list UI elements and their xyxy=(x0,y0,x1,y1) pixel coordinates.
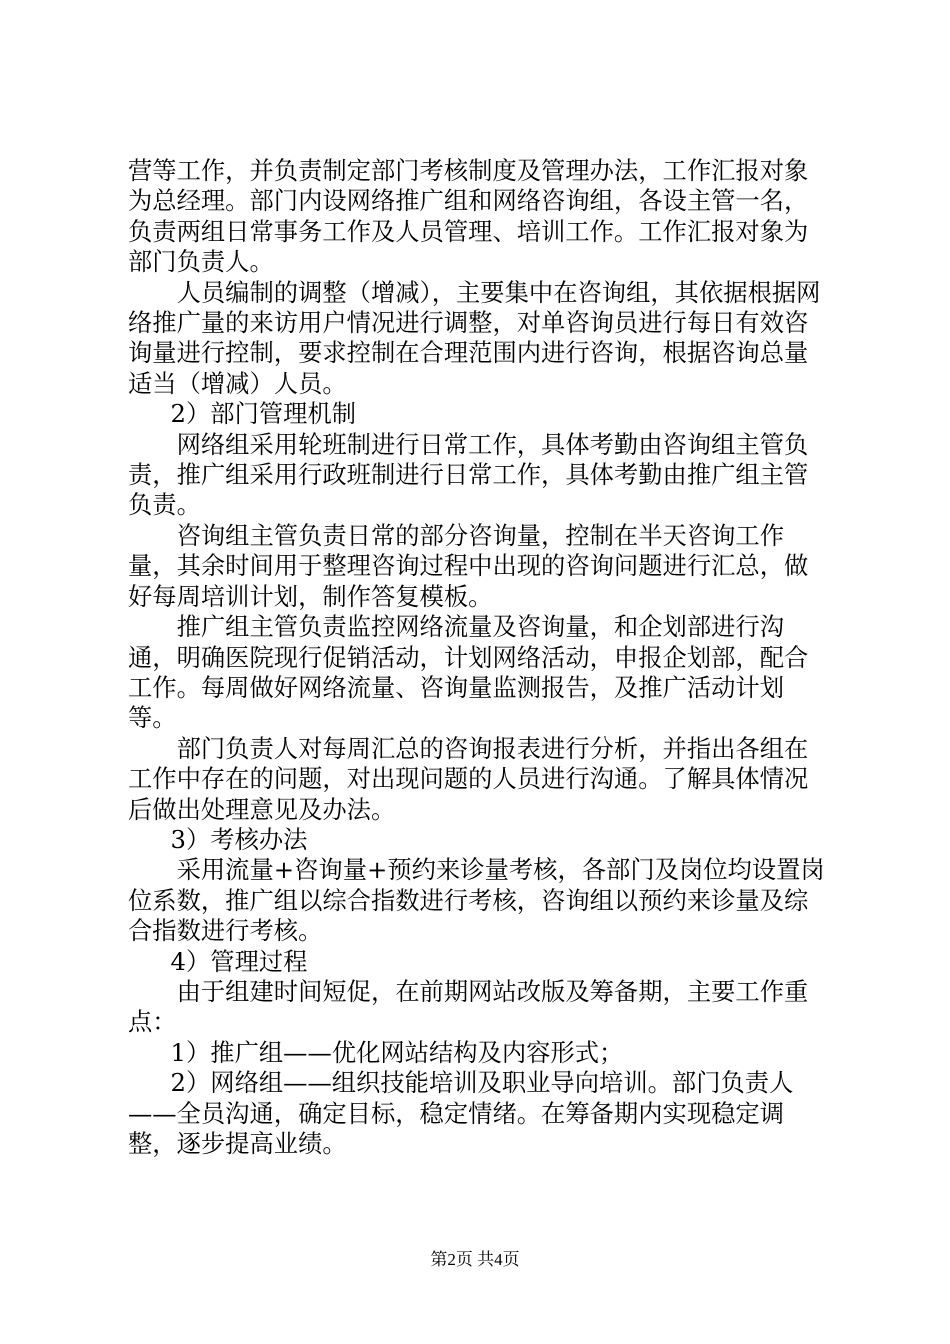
page-footer: 第2页 共4页 xyxy=(430,1250,520,1269)
paragraph-5: 咨询组主管负责日常的部分咨询量，控制在半天咨询工作量，其余时间用于整理咨询过程中出现的咨询问题进行汇总，做好每周培训计划，制作答复模板。 xyxy=(128,520,809,611)
section-heading-assessment: 3）考核办法 xyxy=(170,824,308,854)
paragraph-2: 人员编制的调整（增减），主要集中在咨询组，其依据根据网络推广量的来访用户情况进行调整，对单咨询员进行每日有效咨询量进行控制，要求控制在合理范围内进行咨询，根据咨询总量适当（增减）人员。 xyxy=(128,277,821,398)
list-item-1: 1）推广组——优化网站结构及内容形式； xyxy=(170,1037,624,1067)
list-item-2: 2）网络组——组织技能培训及职业导向培训。部门负责人——全员沟通，确定目标，稳定情绪。在筹备期内实现稳定调整，逐步提高业绩。 xyxy=(128,1068,794,1158)
section-heading-management-mechanism: 2）部门管理机制 xyxy=(170,399,357,429)
paragraph-11: 由于组建时间短促，在前期网站改版及筹备期，主要工作重点： xyxy=(128,976,809,1037)
section-heading-process: 4）管理过程 xyxy=(170,946,308,976)
paragraph-9: 采用流量+咨询量+预约来诊量考核，各部门及岗位均设置岗位系数，推广组以综合指数进行考核，咨询组以预约来诊量及综合指数进行考核。 xyxy=(128,855,825,946)
paragraph-7: 部门负责人对每周汇总的咨询报表进行分析，并指出各组在工作中存在的问题，对出现问题的人员进行沟通。了解具体情况后做出处理意见及办法。 xyxy=(128,733,809,824)
paragraph-1: 营等工作，并负责制定部门考核制度及管理办法，工作汇报对象为总经理。部门内设网络推广组和网络咨询组，各设主管一名，负责两组日常事务工作及人员管理、培训工作。工作汇报对象为部门负责人。 xyxy=(128,156,809,277)
paragraph-4: 网络组采用轮班制进行日常工作，具体考勤由咨询组主管负责，推广组采用行政班制进行日常工作，具体考勤由推广组主管负责。 xyxy=(128,429,809,520)
document-body xyxy=(128,156,832,1159)
paragraph-6: 推广组主管负责监控网络流量及咨询量，和企划部进行沟通，明确医院现行促销活动，计划网络活动，申报企划部，配合工作。每周做好网络流量、咨询量监测报告，及推广活动计划等。 xyxy=(128,612,809,733)
